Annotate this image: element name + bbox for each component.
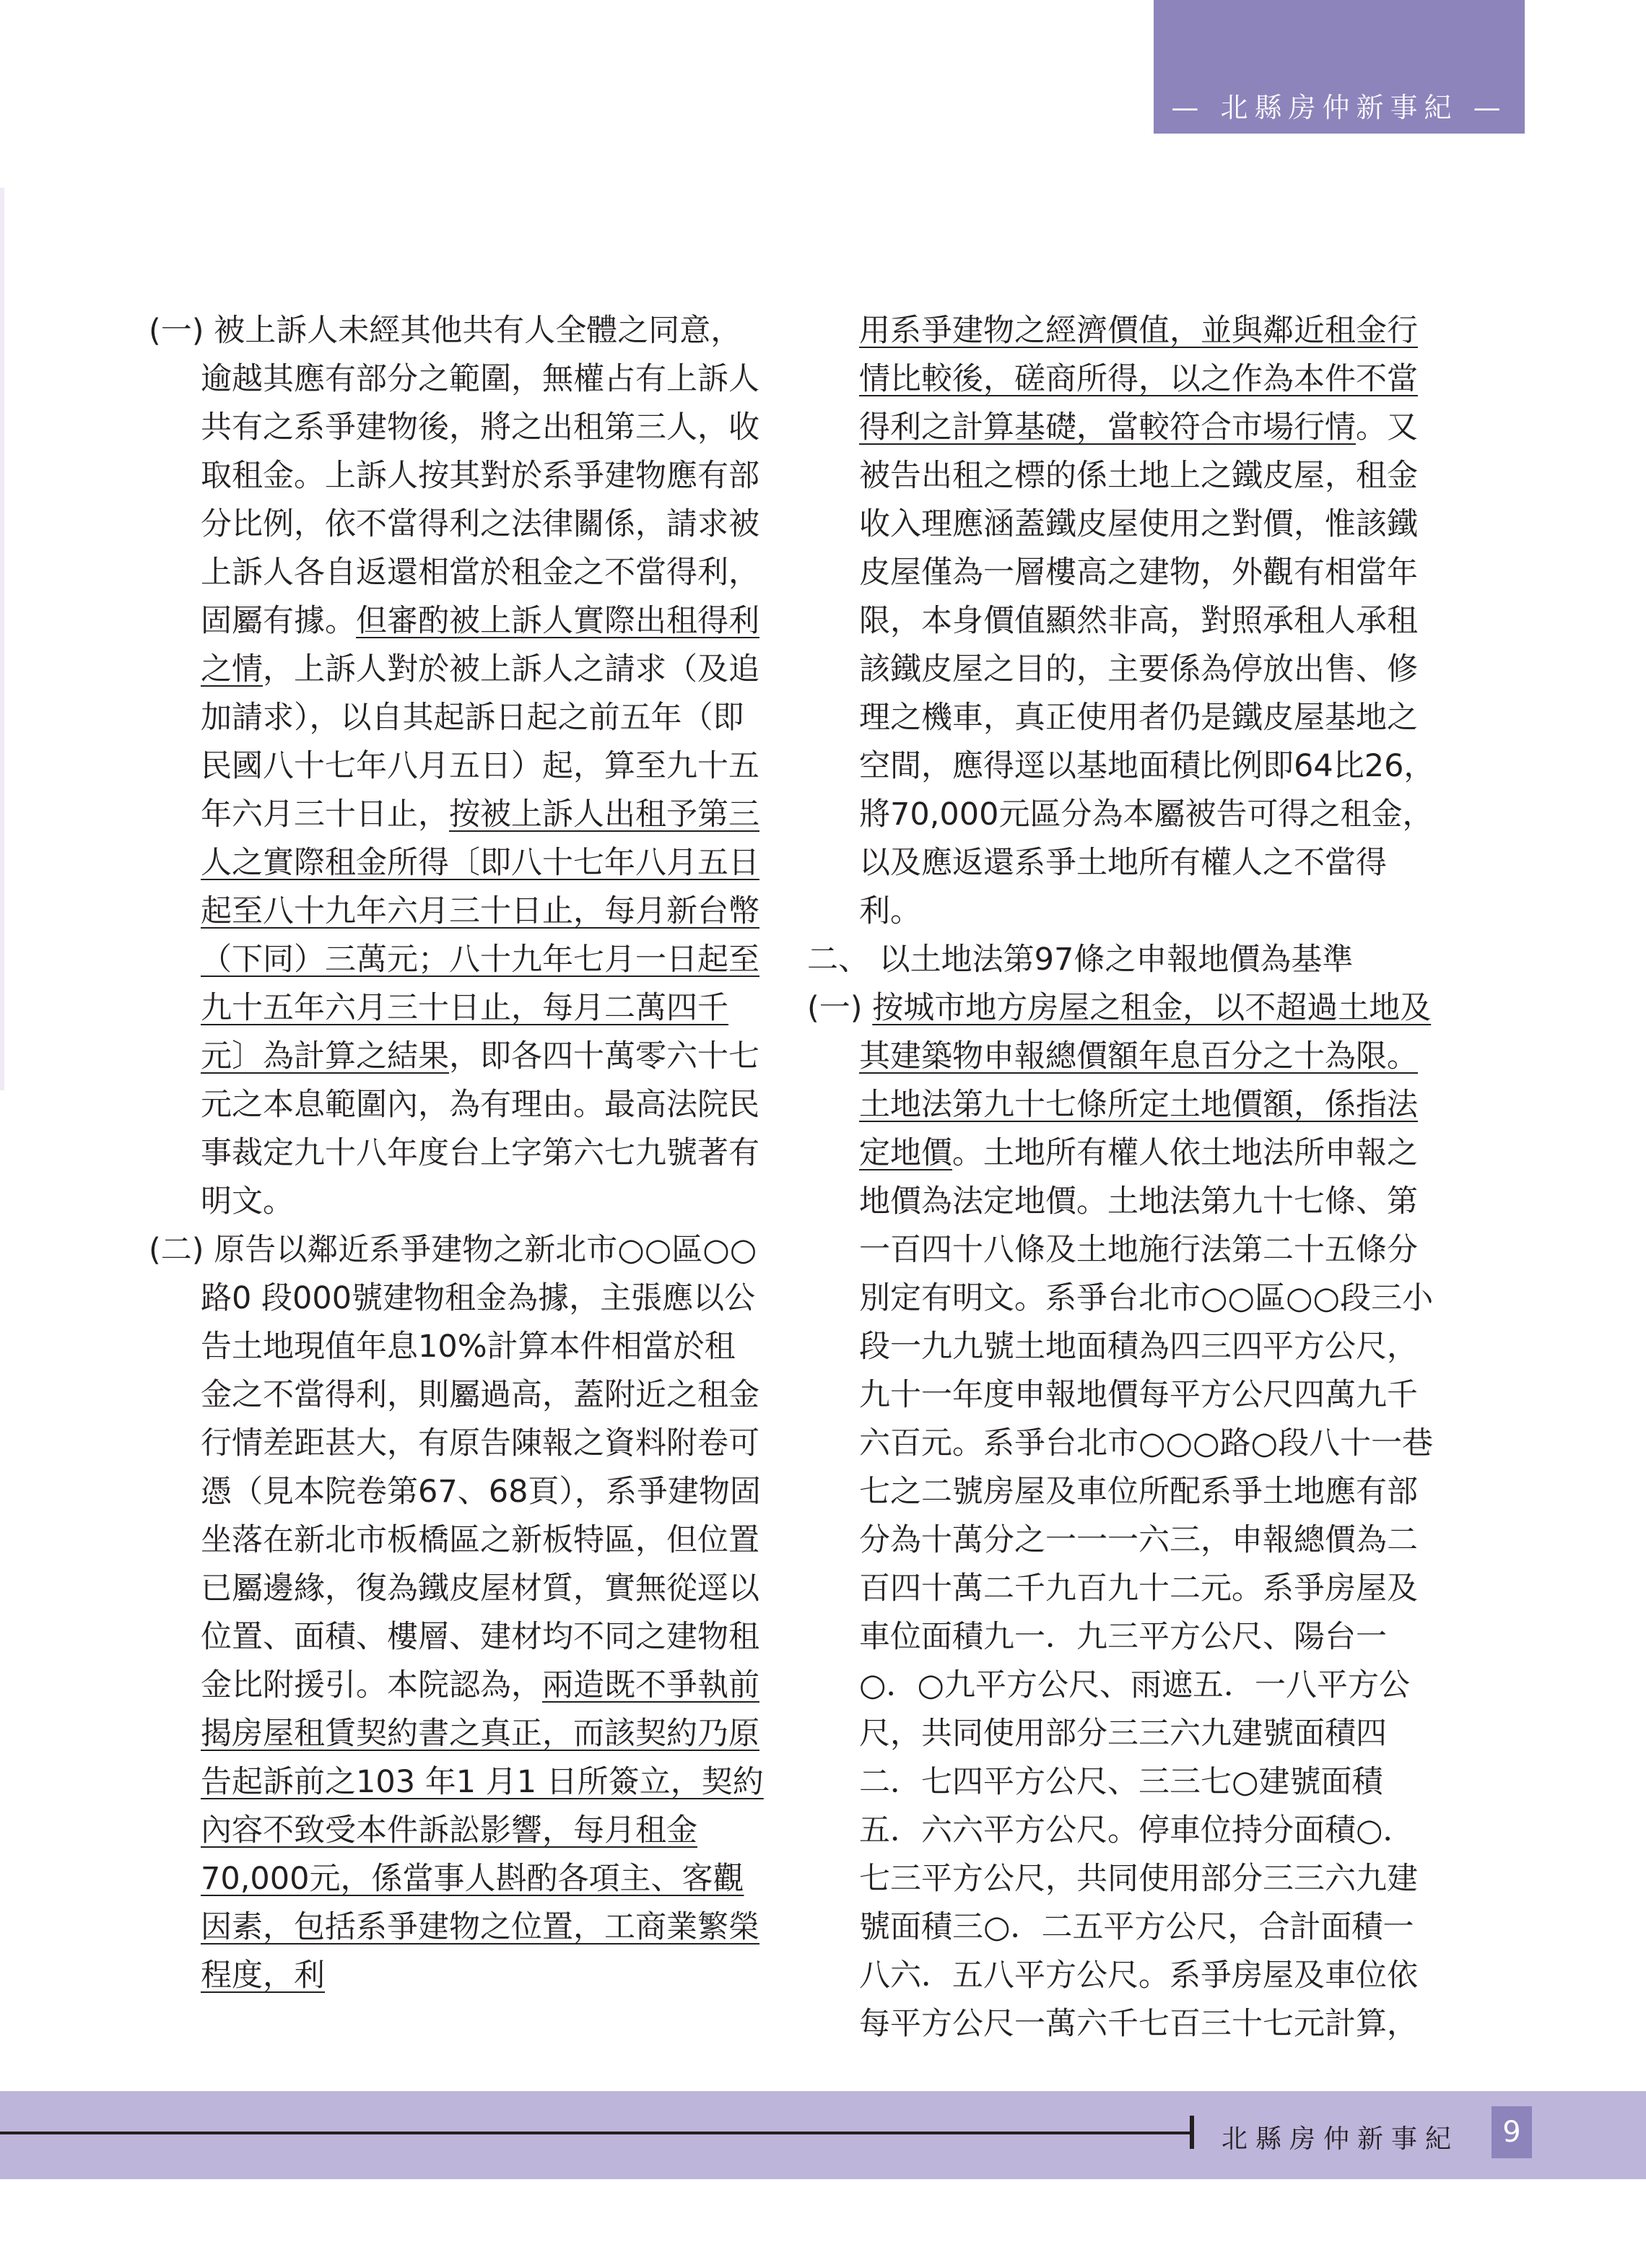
footer-rule [0, 2132, 1193, 2134]
body-text: 原告以鄰近系爭建物之新北市○○區○○路0 段000號建物租金為據，主張應以公告土地現值年息10%計算本件相當於租金之不當得利，則屬過高，蓋附近之租金行情差距甚大，有原告陳報之資料附卷可憑（見本院卷第67、68頁），系爭建物固坐落在新北市板橋區之新板特區，但位置已屬邊緣，復為鐵皮屋材質，實無從逕以位置、面積、樓層、建材均不同之建物租金比附援引。本院認為， [201, 1232, 761, 1703]
underlined-text: 按被上訴人出租予第三人之實際租金所得〔即八十七年八月五日起至八十九年六月三十日止，每月新台幣（下同）三萬元；八十九年七月一日起至九十五年六月三十日止，每月二萬四千元〕為計算之結果 [201, 796, 759, 1074]
body-text: 。土地所有權人依土地法所申報之地價為法定地價。土地法第九十七條、第一百四十八條及土地施行法第二十五條分別定有明文。系爭台北市○○區○○段三小段一九九號土地面積為四三四平方公尺，九十一年度申報地價每平方公尺四萬九千六百元。系爭台北市○○○路○段八十一巷七之二號房屋及車位所配系爭土地應有部分為十萬分之一一一六三，申報總價為二百四十萬二千九百九十二元。系爭房屋及車位面積九一．九三平方公尺、陽台一○．○九平方公尺、雨遮五．一八平方公尺，共同使用部分三三六九建號面積四二．七四平方公尺、三三七○建號面積五．六六平方公尺。停車位持分面積○．七三平方公尺，共同使用部分三三六九建號面積三○．二五平方公尺，合計面積一八六．五八平方公尺。系爭房屋及車位依每平方公尺一萬六千七百三十七元計算， [859, 1135, 1434, 2042]
paragraph-item-1 [149, 307, 764, 1226]
body-text: ，上訴人對於被上訴人之請求（及追加請求），以自其起訴日起之前五年（即民國八十七年八月五日）起，算至九十五年六月三十日止， [201, 651, 759, 833]
header-title: — 北縣房仲新事紀 — [1171, 92, 1507, 123]
body-text: 被上訴人未經其他共有人全體之同意，逾越其應有部分之範圍，無權占有上訴人共有之系爭建物後，將之出租第三人，收取租金。上訴人按其對於系爭建物應有部分比例，依不當得利之法律關係，請求被上訴人各自返還相當於租金之不當得利，固屬有據。 [201, 313, 759, 639]
item-marker: (一) [149, 313, 204, 349]
underlined-text: 用系爭建物之經濟價值，並與鄰近租金行情比較後，磋商所得，以之作為本件不當得利之計算基礎，當較符合市場行情 [859, 313, 1418, 446]
page-number: 9 [1492, 2106, 1532, 2158]
paragraph-continuation [807, 307, 1442, 936]
body-text: 。又被告出租之標的係土地上之鐵皮屋，租金收入理應涵蓋鐵皮屋使用之對價，惟該鐵皮屋僅為一層樓高之建物，外觀有相當年限，本身價值顯然非高，對照承租人承租該鐵皮屋之目的，主要係為停放出售、修理之機車，真正使用者仍是鐵皮屋基地之空間，應得逕以基地面積比例即64比26，將70,000元區分為本屬被告可得之租金，以及應返還系爭土地所有權人之不當得利。 [859, 409, 1435, 929]
section-heading: 二、 以土地法第97條之申報地價為基準 [807, 942, 1354, 978]
item-marker: (二) [149, 1232, 204, 1268]
paragraph-section2-item-1 [807, 984, 1442, 2048]
left-column [149, 307, 764, 2000]
footer-tick [1190, 2116, 1194, 2149]
page-edge-decoration [0, 188, 4, 1090]
body-text: ，即各四十萬零六十七元之本息範圍內，為有理由。最高法院民事裁定九十八年度台上字第六七九號著有明文。 [201, 1038, 759, 1220]
header-tab [1154, 0, 1525, 134]
paragraph-item-2 [149, 1226, 764, 2000]
underlined-text: 按城市地方房屋之租金，以不超過土地及其建築物申報總價額年息百分之十為限。土地法第九十七條所定土地價額，係指法定地價 [859, 990, 1432, 1171]
underlined-text: 兩造既不爭執前揭房屋租賃契約書之真正，而該契約乃原告起訴前之103 年1 月1 日所簽立，契約內容不致受本件訴訟影響，每月租金70,000元，係當事人斟酌各項主、客觀因素，包括系爭建物之位置，工商業繁榮程度，利 [201, 1667, 764, 1994]
item-marker: (一) [807, 990, 863, 1026]
right-column [807, 307, 1442, 2048]
footer-title: 北縣房仲新事紀 [1222, 2124, 1460, 2154]
underlined-text: 但審酌被上訴人實際出租得利之情 [201, 603, 759, 687]
